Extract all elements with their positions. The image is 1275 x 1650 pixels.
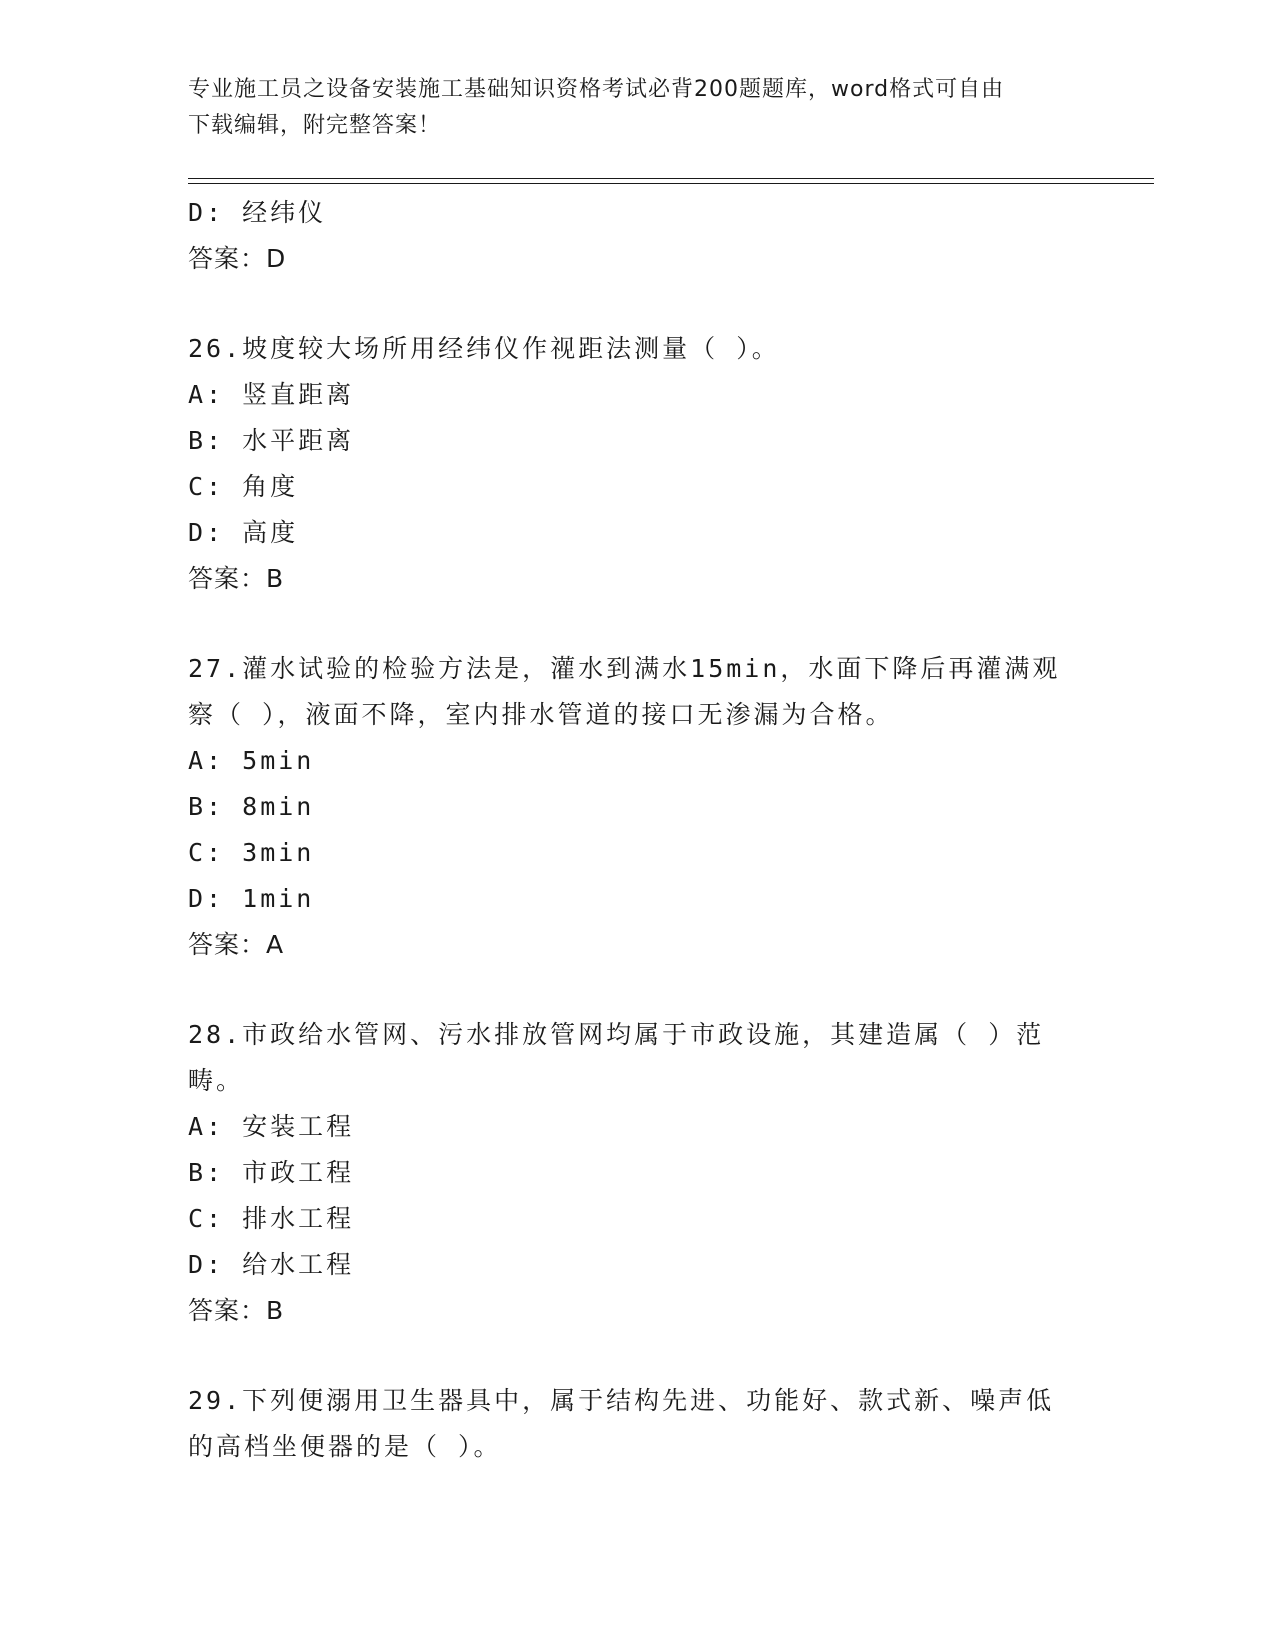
question-text-cont: 察（ ），液面不降，室内排水管道的接口无渗漏为合格。 (188, 700, 894, 729)
question-26 (188, 326, 1088, 602)
question-text-cont: 畴。 (188, 1066, 245, 1095)
header-line-1: 专业施工员之设备安装施工基础知识资格考试必背200题题库，word格式可自由 (188, 77, 1005, 102)
prev-option-d: D: 经纬仪 (188, 198, 327, 227)
option-d: D: 给水工程 (188, 1250, 355, 1279)
question-text: 28.市政给水管网、污水排放管网均属于市政设施，其建造属（ ）范 (188, 1020, 1045, 1049)
question-text: 27.灌水试验的检验方法是，灌水到满水15min，水面下降后再灌满观 (188, 654, 1061, 683)
question-29 (188, 1378, 1088, 1470)
question-text-cont: 的高档坐便器的是（ ）。 (188, 1432, 502, 1461)
option-b: B: 市政工程 (188, 1158, 355, 1187)
header-divider-bottom (188, 183, 1154, 184)
option-b: B: 8min (188, 792, 315, 821)
option-a: A: 5min (188, 746, 315, 775)
option-c: C: 3min (188, 838, 315, 867)
option-d: D: 高度 (188, 518, 299, 547)
header-divider-top (188, 178, 1154, 179)
answer: 答案：A (188, 930, 285, 959)
option-d: D: 1min (188, 884, 315, 913)
document-header (188, 72, 1068, 144)
answer: 答案：B (188, 1296, 285, 1325)
question-text: 26.坡度较大场所用经纬仪作视距法测量（ ）。 (188, 334, 780, 363)
answer: 答案：B (188, 564, 285, 593)
option-a: A: 竖直距离 (188, 380, 355, 409)
question-28 (188, 1012, 1088, 1334)
prev-answer: 答案：D (188, 244, 287, 273)
option-b: B: 水平距离 (188, 426, 355, 455)
question-text: 29.下列便溺用卫生器具中，属于结构先进、功能好、款式新、噪声低 (188, 1386, 1055, 1415)
option-c: C: 排水工程 (188, 1204, 355, 1233)
question-content (188, 190, 1088, 1470)
option-c: C: 角度 (188, 472, 299, 501)
question-27 (188, 646, 1088, 968)
option-a: A: 安装工程 (188, 1112, 355, 1141)
header-line-2: 下载编辑，附完整答案！ (188, 113, 442, 138)
